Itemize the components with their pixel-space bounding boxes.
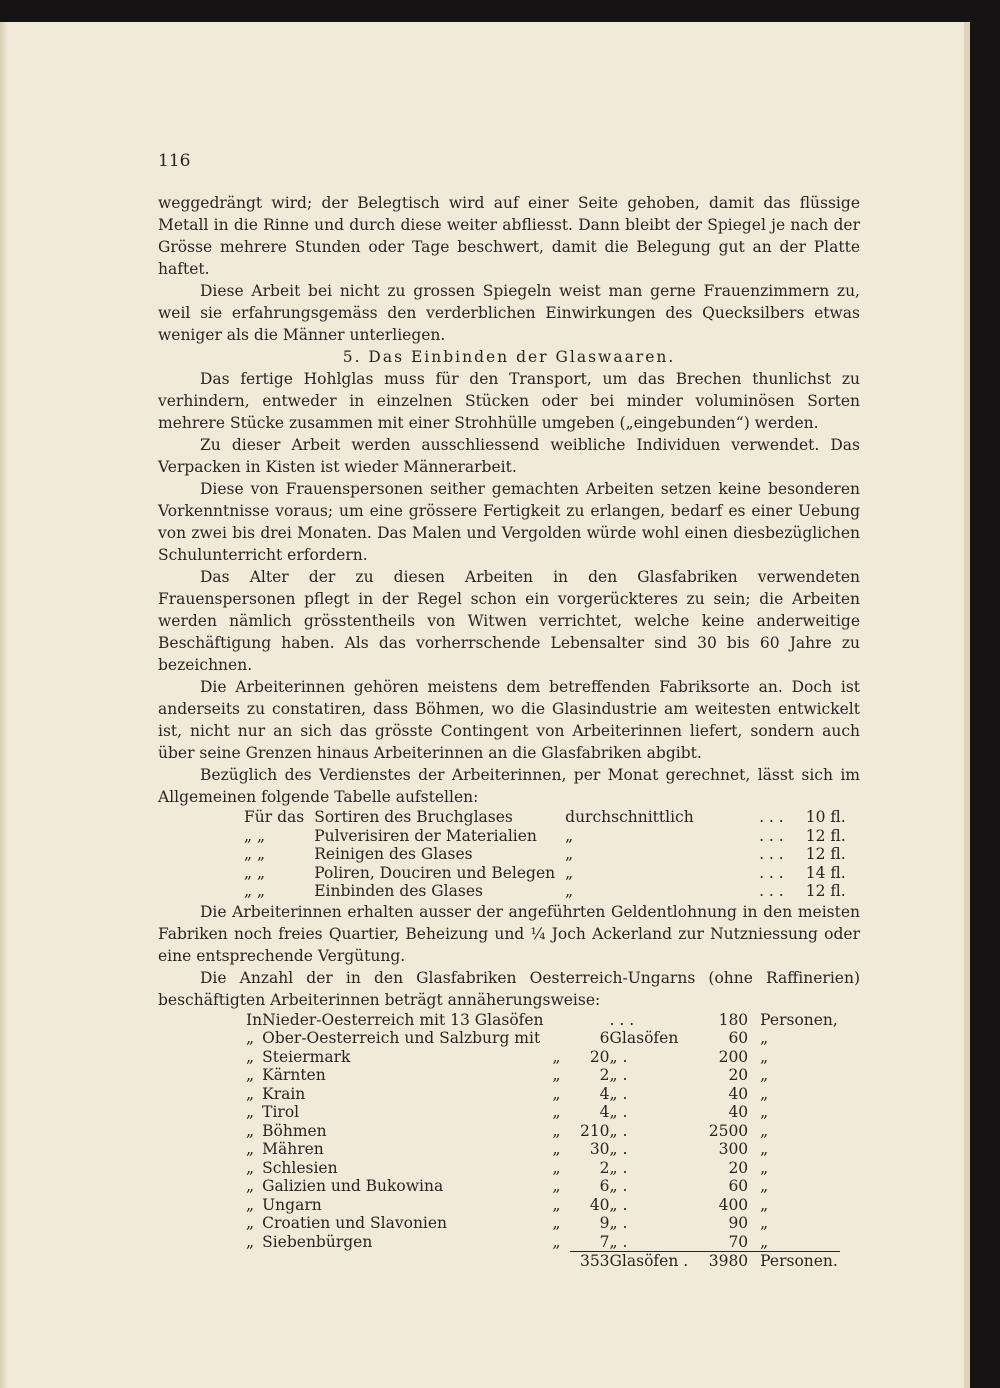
- factory-furnaces: 7: [599, 1232, 610, 1251]
- factory-prefix: „: [246, 1214, 255, 1232]
- factory-row: [246, 1159, 840, 1178]
- page-content: [158, 150, 860, 1271]
- factory-furnaces: 30: [589, 1140, 610, 1158]
- factory-prefix: „: [246, 1047, 255, 1066]
- paragraph-hohlglas: Das fertige Hohlglas muss für den Transport, um das Brechen thunlichst zu verhindern, entweder in einzelnen Stücken oder bei minder voluminösen Sorten mehrere Stücke zusammen mit einer Strohhülle umgeben („eingebunden“) werden.: [158, 370, 860, 432]
- factory-furnace-label: „ .: [609, 1066, 628, 1084]
- factory-unit: „: [760, 1140, 769, 1158]
- paragraph-fabriksorte: Die Arbeiterinnen gehören meistens dem betreffenden Fabriksorte an. Doch ist anderseits zu constatiren, dass Böhmen, wo die Glasindustrie am weitesten entwickelt ist, nicht nur an sich das grösste Contingent von Arbeiterinnen liefert, sondern auch über seine Grenzen hinaus Arbeiterinnen an die Glasfabriken abgibt.: [158, 678, 860, 762]
- factory-furnace-label: „ .: [609, 1047, 628, 1066]
- factory-furnace-label: „ .: [609, 1158, 628, 1177]
- wage-qualifier: „: [565, 845, 574, 863]
- factory-ditto: „: [552, 1084, 561, 1103]
- factory-region: Schlesien: [262, 1158, 338, 1177]
- factory-region: Krain: [262, 1084, 306, 1103]
- wage-prefix: „ „: [244, 882, 265, 900]
- factory-row: [246, 1177, 840, 1196]
- wage-qualifier: durchschnittlich: [565, 808, 694, 826]
- factory-row: [246, 1103, 840, 1122]
- factory-furnace-label: „ .: [609, 1121, 628, 1140]
- factory-prefix: „: [246, 1084, 255, 1103]
- factory-region: Siebenbürgen: [262, 1232, 373, 1251]
- factory-unit: „: [760, 1195, 769, 1214]
- factory-ditto: „: [552, 1177, 561, 1195]
- factory-region: Kärnten: [262, 1066, 326, 1084]
- factory-furnace-label: Glasöfen: [609, 1029, 679, 1047]
- page-number: 116: [158, 151, 191, 171]
- paragraph-belegung: weggedrängt wird; der Belegtisch wird auf einer Seite gehoben, damit das flüssige Metall in die Rinne und durch diese weiter abfliesst. Dann bleibt der Spiegel je nach der Grösse mehrere Stunden oder Tage beschwert, damit die Belegung gut an der Platte haftet.: [158, 194, 860, 278]
- wage-row: [244, 827, 846, 846]
- factory-region: Nieder-Oesterreich mit 13 Glasöfen: [262, 1010, 544, 1029]
- wage-qualifier: „: [565, 863, 574, 882]
- wage-dots: . . .: [759, 863, 784, 882]
- factory-ditto: „: [552, 1232, 561, 1251]
- factory-unit: „: [760, 1214, 769, 1232]
- factory-persons: 200: [718, 1047, 749, 1066]
- factory-furnaces: 40: [589, 1195, 610, 1214]
- factory-furnace-label: „ .: [609, 1084, 628, 1103]
- factory-region: Ober-Oesterreich und Salzburg mit: [262, 1029, 541, 1047]
- factory-prefix: „: [246, 1121, 255, 1140]
- wage-prefix: „ „: [244, 845, 265, 863]
- factory-table: [246, 1011, 840, 1271]
- wage-row: [244, 882, 846, 901]
- factory-row: [246, 1140, 840, 1159]
- factory-row: [246, 1196, 840, 1215]
- factory-persons: 60: [728, 1177, 749, 1195]
- wage-prefix: „ „: [244, 863, 265, 882]
- paragraph-frauenzimmer: Diese Arbeit bei nicht zu grossen Spiegeln weist man gerne Frauenzimmern zu, weil sie erfahrungsgemäss den verderblichen Einwirkungen des Quecksilbers etwas weniger als die Männer unterliegen.: [158, 282, 860, 344]
- factory-region: Mähren: [262, 1140, 324, 1158]
- factory-furnace-label: „ .: [609, 1103, 628, 1121]
- factory-region: Böhmen: [262, 1121, 327, 1140]
- paragraph-alter: Das Alter der zu diesen Arbeiten in den Glasfabriken verwendeten Frauenspersonen pflegt in der Regel schon ein vorgerückteres zu sein; die Arbeiten werden nämlich grösstentheils von Witwen verrichtet, welche keine anderweitige Beschäftigung haben. Als das vorherrschende Lebensalter sind 30 bis 60 Jahre zu bezeichnen.: [158, 568, 860, 674]
- section-heading: 5. Das Einbinden der Glaswaaren.: [342, 348, 676, 366]
- factory-prefix: „: [246, 1066, 255, 1084]
- total-unit: Personen.: [748, 1252, 840, 1271]
- wage-amount: 10 fl.: [805, 808, 846, 826]
- factory-unit: „: [760, 1047, 769, 1066]
- factory-unit: „: [760, 1029, 769, 1047]
- factory-persons: 2500: [708, 1121, 749, 1140]
- factory-furnace-label: „ .: [609, 1140, 628, 1158]
- factory-row: [246, 1122, 840, 1141]
- total-persons: 3980: [688, 1252, 748, 1271]
- paragraph-vorkenntnisse: Diese von Frauenspersonen seither gemachten Arbeiten setzen keine besonderen Vorkenntnisse voraus; um eine grössere Fertigkeit zu erlangen, bedarf es einer Uebung von zwei bis drei Monaten. Das Malen und Vergolden würde wohl einen diesbezüglichen Schulunterricht erfordern.: [158, 480, 860, 564]
- total-row: [246, 1252, 840, 1271]
- factory-persons: 40: [728, 1084, 749, 1103]
- factory-prefix: „: [246, 1029, 255, 1047]
- factory-unit: „: [760, 1177, 769, 1195]
- factory-prefix: „: [246, 1158, 255, 1177]
- wage-dots: . . .: [759, 826, 784, 845]
- factory-prefix: „: [246, 1195, 255, 1214]
- factory-row: [246, 1214, 840, 1233]
- paragraph-anzahl: Die Anzahl der in den Glasfabriken Oesterreich-Ungarns (ohne Raffinerien) beschäftigten Arbeiterinnen beträgt annäherungsweise:: [158, 968, 860, 1009]
- factory-furnaces: 4: [599, 1084, 610, 1103]
- factory-ditto: „: [552, 1158, 561, 1177]
- factory-prefix: „: [246, 1103, 255, 1121]
- factory-region: Ungarn: [262, 1195, 322, 1214]
- wage-qualifier: „: [565, 882, 574, 900]
- factory-unit: „: [760, 1103, 769, 1121]
- wage-task: Pulverisiren der Materialien: [314, 826, 537, 845]
- factory-ditto: „: [552, 1121, 561, 1140]
- factory-persons: 20: [728, 1158, 749, 1177]
- wage-dots: . . .: [759, 882, 784, 900]
- total-furnaces: 353: [570, 1252, 610, 1271]
- factory-persons: 60: [728, 1029, 749, 1047]
- factory-ditto: [544, 1011, 570, 1030]
- factory-persons: 40: [728, 1103, 749, 1121]
- factory-unit: „: [760, 1158, 769, 1177]
- factory-prefix: In: [246, 1010, 263, 1029]
- factory-row: [246, 1029, 840, 1048]
- factory-furnaces: 2: [599, 1158, 610, 1177]
- factory-ditto: „: [552, 1214, 561, 1232]
- wage-row: [244, 845, 846, 864]
- factory-region: Steiermark: [262, 1047, 351, 1066]
- factory-furnace-label: „ .: [609, 1232, 628, 1251]
- wage-prefix: „ „: [244, 826, 265, 845]
- factory-prefix: „: [246, 1177, 255, 1195]
- total-label: Glasöfen .: [609, 1252, 689, 1270]
- factory-row: [246, 1233, 840, 1252]
- factory-row: [246, 1066, 840, 1085]
- factory-furnaces: 2: [599, 1066, 610, 1084]
- factory-persons: 300: [718, 1140, 749, 1158]
- wage-task: Sortiren des Bruchglases: [314, 808, 513, 826]
- factory-persons: 90: [728, 1214, 749, 1232]
- factory-ditto: „: [552, 1195, 561, 1214]
- factory-row: [246, 1085, 840, 1104]
- wage-row: [244, 808, 846, 827]
- wage-dots: . . .: [759, 808, 784, 826]
- factory-furnaces: [570, 1011, 610, 1030]
- factory-furnace-label: „ .: [609, 1177, 628, 1195]
- paragraph-individuen: Zu dieser Arbeit werden ausschliessend weibliche Individuen verwendet. Das Verpacken in Kisten ist wieder Männerarbeit.: [158, 436, 860, 476]
- wage-task: Poliren, Douciren und Belegen: [314, 863, 556, 882]
- scan-right-border: [970, 0, 1000, 1388]
- scan-top-border: [0, 0, 1000, 22]
- wage-table: [244, 808, 846, 901]
- wage-task: Einbinden des Glases: [314, 882, 483, 900]
- wage-dots: . . .: [759, 845, 784, 863]
- factory-furnaces: 6: [599, 1177, 610, 1195]
- factory-ditto: „: [552, 1140, 561, 1158]
- factory-ditto: „: [552, 1066, 561, 1084]
- factory-furnace-label: „ .: [609, 1214, 628, 1232]
- factory-furnaces: 9: [599, 1214, 610, 1232]
- paragraph-entlohnung: Die Arbeiterinnen erhalten ausser der angeführten Geldentlohnung in den meisten Fabriken noch freies Quartier, Beheizung und ¼ Joch Ackerland zur Nutzniessung oder eine entsprechende Vergütung.: [158, 902, 860, 965]
- factory-region: Galizien und Bukowina: [262, 1177, 444, 1195]
- wage-amount: 12 fl.: [805, 882, 846, 900]
- factory-ditto: „: [552, 1103, 561, 1121]
- factory-persons: 180: [718, 1010, 749, 1029]
- page-edge: [964, 22, 970, 1388]
- factory-persons: 400: [718, 1195, 749, 1214]
- factory-unit: „: [760, 1121, 769, 1140]
- factory-row: [246, 1048, 840, 1067]
- factory-row: [246, 1011, 840, 1030]
- factory-unit: „: [760, 1232, 769, 1251]
- binding-edge: [0, 22, 8, 1388]
- wage-amount: 12 fl.: [805, 826, 846, 845]
- wage-amount: 12 fl.: [805, 845, 846, 863]
- factory-persons: 20: [728, 1066, 749, 1084]
- factory-persons: 70: [728, 1232, 749, 1251]
- factory-furnace-label: . . .: [609, 1010, 635, 1029]
- factory-unit: „: [760, 1084, 769, 1103]
- factory-unit: Personen,: [760, 1010, 838, 1029]
- wage-amount: 14 fl.: [805, 863, 846, 882]
- wage-prefix: Für das: [244, 808, 305, 826]
- factory-prefix: „: [246, 1140, 255, 1158]
- factory-furnaces: 4: [599, 1103, 610, 1121]
- factory-region: Croatien und Slavonien: [262, 1214, 448, 1232]
- factory-furnace-label: „ .: [609, 1195, 628, 1214]
- factory-prefix: „: [246, 1232, 255, 1251]
- wage-row: [244, 864, 846, 883]
- factory-furnaces: 20: [589, 1047, 610, 1066]
- factory-region: Tirol: [262, 1103, 300, 1121]
- factory-unit: „: [760, 1066, 769, 1084]
- wage-task: Reinigen des Glases: [314, 845, 473, 863]
- factory-furnaces: 6: [599, 1029, 610, 1047]
- factory-furnaces: 210: [579, 1121, 610, 1140]
- factory-ditto: „: [552, 1047, 561, 1066]
- paragraph-verdienst: Bezüglich des Verdienstes der Arbeiterinnen, per Monat gerechnet, lässt sich im Allgemeinen folgende Tabelle aufstellen:: [158, 766, 860, 806]
- wage-qualifier: „: [565, 826, 574, 845]
- factory-ditto: [544, 1029, 570, 1048]
